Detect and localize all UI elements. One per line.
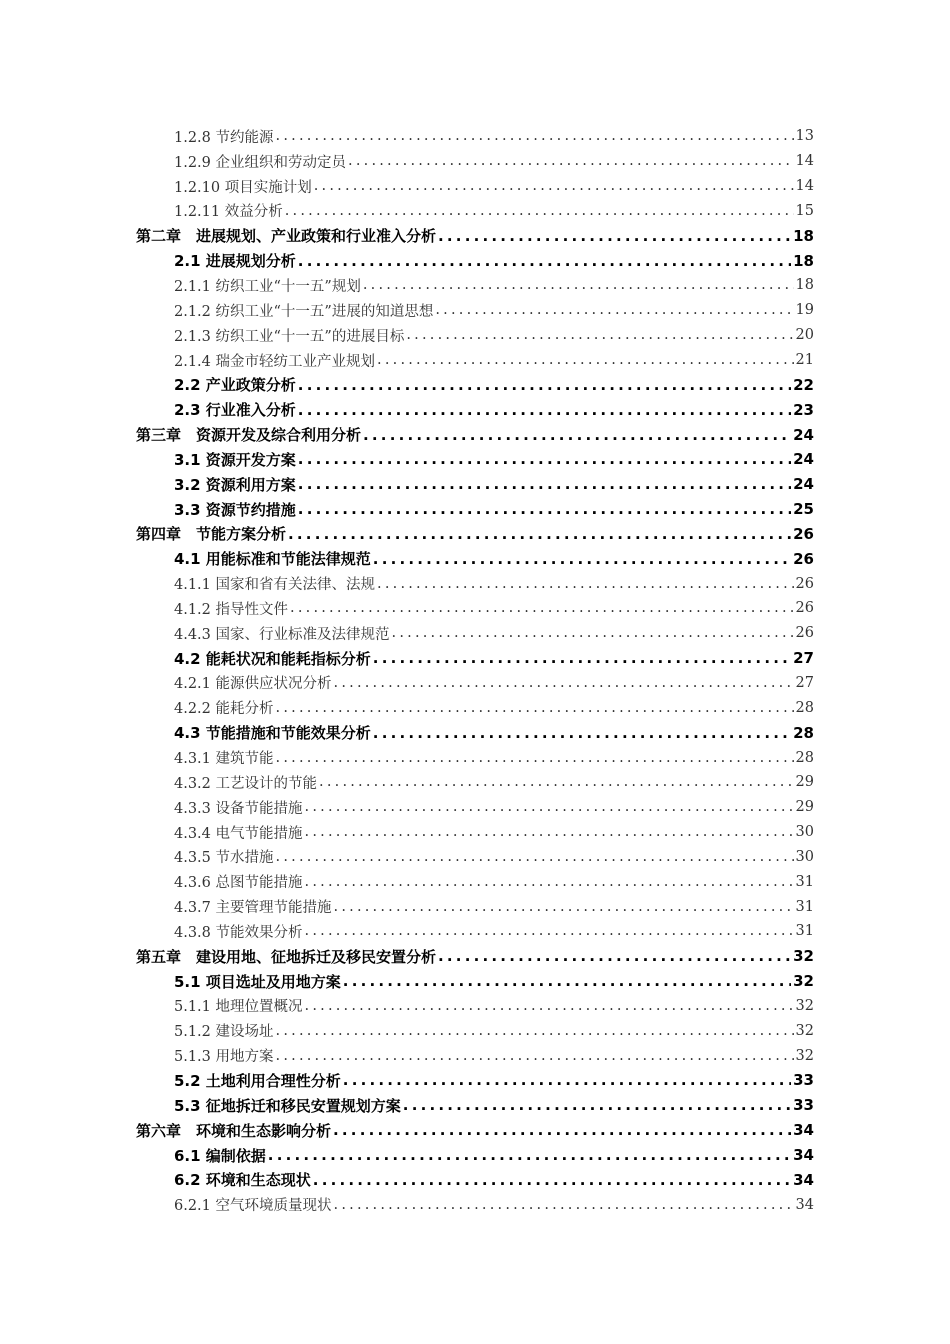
toc-section-entry[interactable]: [0, 969, 950, 994]
toc-dot-leader: [334, 899, 794, 915]
toc-subsection-entry[interactable]: [0, 894, 950, 919]
toc-page-number: 30: [795, 824, 814, 841]
toc-dot-leader: [276, 750, 794, 766]
toc-dot-leader: [288, 525, 791, 543]
toc-page-number: 33: [793, 1096, 814, 1115]
toc-subsection-entry[interactable]: [0, 770, 950, 795]
toc-subsection-entry[interactable]: [0, 621, 950, 646]
toc-subsection-entry[interactable]: [0, 844, 950, 869]
toc-entry-title: 第五章 建设用地、征地拆迁及移民安置分析: [136, 947, 437, 966]
toc-entry-title: 4.1.1 国家和省有关法律、法规: [174, 577, 376, 594]
toc-subsection-entry[interactable]: [0, 1192, 950, 1217]
toc-page-number: 20: [795, 327, 814, 344]
toc-page-number: 14: [795, 178, 814, 195]
toc-page-number: 28: [795, 699, 814, 716]
toc-dot-leader: [343, 972, 791, 990]
toc-dot-leader: [298, 475, 791, 493]
toc-dot-leader: [285, 203, 794, 219]
toc-entry-title: 4.3 节能措施和节能效果分析: [174, 724, 371, 743]
toc-entry-title: 4.3.3 设备节能措施: [174, 800, 303, 817]
toc-page-number: 13: [795, 128, 814, 145]
toc-dot-leader: [363, 426, 791, 444]
toc-entry-title: 4.1 用能标准和节能法律规范: [174, 550, 371, 569]
toc-dot-leader: [268, 1146, 791, 1164]
toc-entry-title: 2.2 产业政策分析: [174, 376, 296, 395]
toc-section-entry[interactable]: [0, 1093, 950, 1118]
toc-page-number: 30: [795, 848, 814, 865]
toc-dot-leader: [276, 1023, 794, 1039]
toc-entry-title: 4.2.2 能耗分析: [174, 701, 274, 718]
toc-dot-leader: [298, 252, 791, 270]
toc-page-number: 29: [795, 774, 814, 791]
toc-subsection-entry[interactable]: [0, 273, 950, 298]
toc-section-entry[interactable]: [0, 1167, 950, 1192]
toc-dot-leader: [377, 352, 794, 368]
toc-subsection-entry[interactable]: [0, 124, 950, 149]
toc-dot-leader: [313, 1171, 791, 1189]
toc-entry-title: 4.1.2 指导性文件: [174, 601, 289, 618]
toc-dot-leader: [403, 1096, 791, 1114]
toc-dot-leader: [334, 675, 794, 691]
toc-dot-leader: [363, 277, 794, 293]
toc-dot-leader: [334, 1197, 794, 1213]
toc-entry-title: 3.2 资源利用方案: [174, 475, 296, 494]
toc-dot-leader: [276, 128, 794, 144]
toc-section-entry[interactable]: [0, 546, 950, 571]
toc-subsection-entry[interactable]: [0, 869, 950, 894]
toc-page-number: 18: [793, 251, 814, 270]
toc-section-entry[interactable]: [0, 497, 950, 522]
toc-page-number: 31: [795, 873, 814, 890]
toc-entry-title: 2.1.3 纺织工业“十一五”的进展目标: [174, 328, 405, 345]
toc-page-number: 26: [793, 524, 814, 543]
toc-subsection-entry[interactable]: [0, 571, 950, 596]
toc-page-number: 18: [793, 226, 814, 245]
toc-section-entry[interactable]: [0, 1068, 950, 1093]
toc-entry-title: 5.1.2 建设场址: [174, 1024, 274, 1041]
toc-dot-leader: [305, 923, 794, 939]
toc-entry-title: 4.3.1 建筑节能: [174, 751, 274, 768]
toc-page-number: 31: [795, 898, 814, 915]
toc-page-number: 34: [795, 1196, 814, 1213]
toc-chapter-entry[interactable]: [0, 223, 950, 248]
toc-subsection-entry[interactable]: [0, 1043, 950, 1068]
toc-chapter-entry[interactable]: [0, 522, 950, 547]
toc-section-entry[interactable]: [0, 447, 950, 472]
toc-page-number: 32: [795, 1022, 814, 1039]
toc-page-number: 24: [793, 450, 814, 469]
toc-page-number: 34: [793, 1170, 814, 1189]
toc-entry-title: 2.1.1 纺织工业“十一五”规划: [174, 278, 361, 295]
toc-page-number: 34: [793, 1146, 814, 1165]
toc-entry-title: 5.3 征地拆迁和移民安置规划方案: [174, 1096, 401, 1115]
toc-dot-leader: [377, 576, 794, 592]
toc-page-number: 14: [795, 153, 814, 170]
toc-dot-leader: [298, 500, 791, 518]
toc-subsection-entry[interactable]: [0, 298, 950, 323]
toc-chapter-entry[interactable]: [0, 944, 950, 969]
toc-entry-title: 4.3.6 总图节能措施: [174, 875, 303, 892]
toc-entry-title: 4.4.3 国家、行业标准及法律规范: [174, 626, 390, 643]
toc-page-number: 34: [793, 1121, 814, 1140]
toc-subsection-entry[interactable]: [0, 919, 950, 944]
toc-section-entry[interactable]: [0, 1143, 950, 1168]
toc-page-number: 26: [795, 625, 814, 642]
toc-page-number: 32: [795, 997, 814, 1014]
toc-entry-title: 3.1 资源开发方案: [174, 450, 296, 469]
toc-dot-leader: [290, 600, 794, 616]
toc-dot-leader: [319, 774, 794, 790]
toc-page-number: 32: [793, 947, 814, 966]
toc-section-entry[interactable]: [0, 472, 950, 497]
toc-page-number: 26: [795, 600, 814, 617]
toc-entry-title: 4.3.4 电气节能措施: [174, 825, 303, 842]
toc-subsection-entry[interactable]: [0, 174, 950, 199]
toc-entry-title: 4.2.1 能源供应状况分析: [174, 676, 332, 693]
toc-page-number: 27: [793, 649, 814, 668]
toc-page-number: 31: [795, 923, 814, 940]
toc-subsection-entry[interactable]: [0, 1018, 950, 1043]
toc-subsection-entry[interactable]: [0, 323, 950, 348]
toc-entry-title: 2.1.2 纺织工业“十一五”进展的知道思想: [174, 303, 434, 320]
toc-subsection-entry[interactable]: [0, 348, 950, 373]
toc-dot-leader: [305, 998, 794, 1014]
toc-page-number: 22: [793, 375, 814, 394]
toc-entry-title: 第二章 进展规划、产业政策和行业准入分析: [136, 227, 437, 246]
toc-dot-leader: [435, 302, 793, 318]
toc-section-entry[interactable]: [0, 646, 950, 671]
toc-page-number: 24: [793, 475, 814, 494]
toc-section-entry[interactable]: [0, 397, 950, 422]
toc-dot-leader: [333, 1121, 791, 1139]
toc-page-number: 18: [795, 277, 814, 294]
toc-entry-title: 1.2.9 企业组织和劳动定员: [174, 154, 347, 171]
toc-page-number: 23: [793, 400, 814, 419]
toc-entry-title: 3.3 资源节约措施: [174, 500, 296, 519]
toc-entry-title: 1.2.8 节约能源: [174, 129, 274, 146]
toc-section-entry[interactable]: [0, 372, 950, 397]
toc-dot-leader: [314, 178, 794, 194]
toc-entry-title: 第三章 资源开发及综合利用分析: [136, 426, 362, 445]
toc-entry-title: 4.3.2 工艺设计的节能: [174, 775, 318, 792]
toc-entry-title: 6.2.1 空气环境质量现状: [174, 1198, 332, 1215]
toc-page-number: 19: [795, 302, 814, 319]
toc-page-number: 32: [793, 972, 814, 991]
toc-dot-leader: [373, 724, 791, 742]
toc-dot-leader: [298, 401, 791, 419]
toc-section-entry[interactable]: [0, 248, 950, 273]
toc-dot-leader: [343, 1071, 791, 1089]
toc-subsection-entry[interactable]: [0, 149, 950, 174]
toc-dot-leader: [305, 874, 794, 890]
toc-dot-leader: [276, 1048, 794, 1064]
toc-subsection-entry[interactable]: [0, 795, 950, 820]
toc-entry-title: 5.1.1 地理位置概况: [174, 999, 303, 1016]
toc-page-number: 27: [795, 674, 814, 691]
toc-dot-leader: [373, 550, 791, 568]
toc-dot-leader: [373, 649, 791, 667]
toc-entry-title: 6.1 编制依据: [174, 1146, 266, 1165]
toc-dot-leader: [298, 450, 791, 468]
toc-page-number: 24: [793, 425, 814, 444]
toc-entry-title: 6.2 环境和生态现状: [174, 1171, 311, 1190]
toc-entry-title: 2.3 行业准入分析: [174, 401, 296, 420]
toc-dot-leader: [305, 799, 794, 815]
toc-page-number: 28: [795, 749, 814, 766]
toc-subsection-entry[interactable]: [0, 596, 950, 621]
toc-dot-leader: [276, 849, 794, 865]
toc-entry-title: 4.3.8 节能效果分析: [174, 924, 303, 941]
toc-dot-leader: [298, 376, 791, 394]
toc-entry-title: 4.3.5 节水措施: [174, 850, 274, 867]
toc-entry-title: 2.1.4 瑞金市轻纺工业产业规划: [174, 353, 376, 370]
toc-entry-title: 5.1.3 用地方案: [174, 1049, 274, 1066]
toc-page-number: 21: [795, 352, 814, 369]
toc-dot-leader: [406, 327, 793, 343]
toc-subsection-entry[interactable]: [0, 994, 950, 1019]
toc-subsection-entry[interactable]: [0, 671, 950, 696]
toc-page-number: 15: [795, 202, 814, 219]
toc-dot-leader: [392, 625, 794, 641]
toc-dot-leader: [348, 153, 794, 169]
toc-page-number: 32: [795, 1047, 814, 1064]
toc-page-number: 33: [793, 1071, 814, 1090]
toc-subsection-entry[interactable]: [0, 695, 950, 720]
toc-dot-leader: [276, 700, 794, 716]
toc-dot-leader: [438, 947, 791, 965]
toc-subsection-entry[interactable]: [0, 199, 950, 224]
toc-section-entry[interactable]: [0, 720, 950, 745]
toc-entry-title: 1.2.11 效益分析: [174, 204, 283, 221]
toc-entry-title: 第六章 环境和生态影响分析: [136, 1121, 332, 1140]
toc-entry-title: 第四章 节能方案分析: [136, 525, 287, 544]
toc-entry-title: 1.2.10 项目实施计划: [174, 179, 312, 196]
table-of-contents: [0, 124, 950, 1217]
toc-page-number: 26: [793, 549, 814, 568]
toc-entry-title: 2.1 进展规划分析: [174, 252, 296, 271]
toc-dot-leader: [438, 227, 791, 245]
toc-page-number: 29: [795, 799, 814, 816]
toc-subsection-entry[interactable]: [0, 745, 950, 770]
toc-entry-title: 4.2 能耗状况和能耗指标分析: [174, 649, 371, 668]
toc-entry-title: 4.3.7 主要管理节能措施: [174, 900, 332, 917]
toc-chapter-entry[interactable]: [0, 1118, 950, 1143]
toc-subsection-entry[interactable]: [0, 820, 950, 845]
toc-entry-title: 5.1 项目选址及用地方案: [174, 972, 341, 991]
toc-entry-title: 5.2 土地利用合理性分析: [174, 1071, 341, 1090]
toc-dot-leader: [305, 824, 794, 840]
toc-page-number: 25: [793, 500, 814, 519]
toc-chapter-entry[interactable]: [0, 422, 950, 447]
toc-page-number: 26: [795, 575, 814, 592]
toc-page-number: 28: [793, 723, 814, 742]
